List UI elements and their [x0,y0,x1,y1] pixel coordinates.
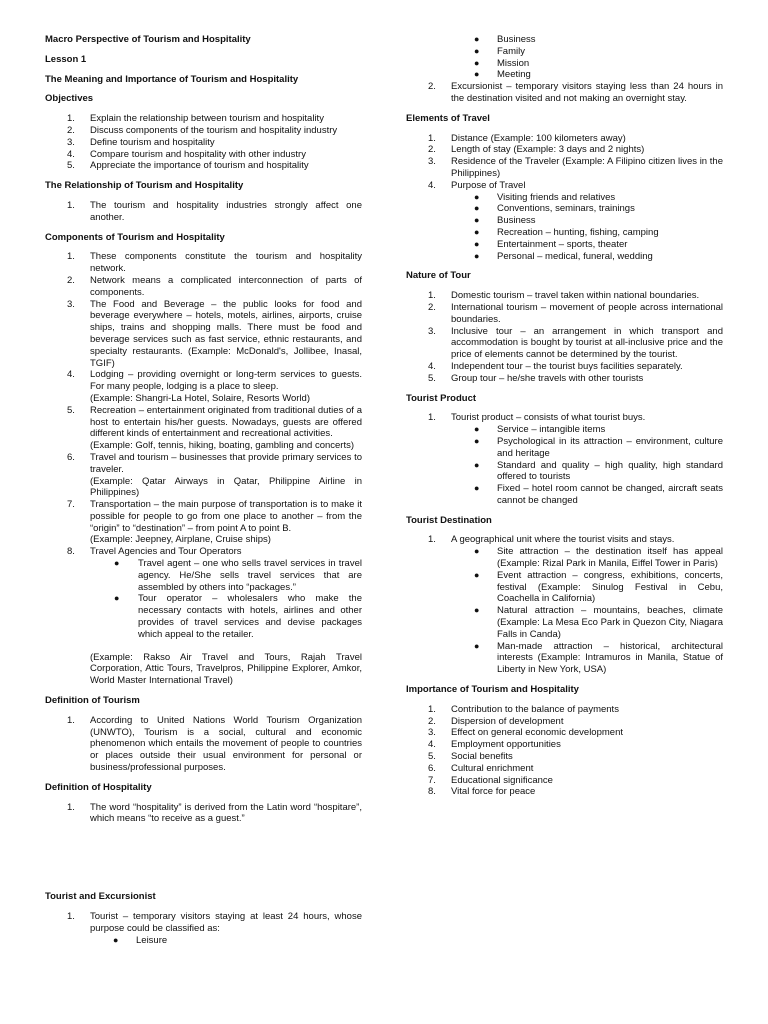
bullet-item: ● Visiting friends and relatives [474,191,616,203]
bullet-item: ● Tour operator – wholesalers who make the necessary contacts with hotels, airlines and other provides of travel services and devise packages which appeal to the retailer. [114,593,362,640]
list-item: 1. A geographical unit where the tourist visits and stays. ● Site attraction – the destination itself has appeal (Example: Rizal Park in Manila, Eiffel Tower in Paris) ● Event attraction – congress, exhibitions, concerts, festival (Example: Sinulog Festival in Cebu, Coachella in California) ● Natural attraction – mountains, beaches, climate (Example: La Mesa Eco Park in Quezon City, Niagara Falls in Canda) ● Man-made attraction – historical, architectural interests (Example: Intramuros in Manila, Statue of Liberty in New York, USA) [406,534,723,676]
section-title-objectives: Objectives [45,93,94,105]
section-title-tourist-excursionist: Tourist and Excursionist [45,891,156,903]
list-item: 3. Effect on general economic development [428,727,623,739]
bullet-item: ● Meeting [474,69,531,81]
list-item: 1. Tourist product – consists of what tourist buys. ● Service – intangible items ● Psychological in its attraction – environment, culture and heritage ● Standard and quality – high quality, high standard offered to tourists ● Fixed – hotel room cannot be changed, aircraft seats cannot be changed [406,412,723,506]
tourist-purpose-bullets [406,34,723,81]
list-item: 4. Independent tour – the tourist buys facilities separately. [428,360,683,372]
section-title-relationship: The Relationship of Tourism and Hospitality [45,180,244,192]
destination-list [406,534,723,676]
elements-list [406,133,723,263]
list-item: 3. Define tourism and hospitality [67,136,215,148]
list-item: 1. Tourist – temporary visitors staying at least 24 hours, whose purpose could be classified as: ● Leisure [45,911,362,946]
list-item: 1. These components constitute the tourism and hospitality network. [67,251,362,275]
bullet-item: ● Man-made attraction – historical, architectural interests (Example: Intramuros in Manila, Statue of Liberty in New York, USA) [474,640,723,676]
bullet-item: ● Site attraction – the destination itself has appeal (Example: Rizal Park in Manila, Eiffel Tower in Paris) [474,546,723,570]
list-item: 6. Travel and tourism – businesses that provide primary services to traveler. (Example: Qatar Airways in Qatar, Philippine Airline in Philippines) [67,451,362,499]
list-item: 7. Educational significance [428,774,553,786]
section-title-destination: Tourist Destination [406,514,492,526]
list-item: 4. Lodging – providing overnight or long-term services to guests. For many people, lodging is a place to sleep. (Example: Shangri-La Hotel, Solaire, Resorts World) [67,369,362,404]
list-item: 1. The tourism and hospitality industries strongly affect one another. [67,199,362,223]
relationship-list [45,200,362,224]
bullet-item: ● Leisure [113,934,168,946]
bullet-item: ● Service – intangible items [474,424,606,436]
section-title-nature: Nature of Tour [406,270,471,282]
list-item: 1. Domestic tourism – travel taken within national boundaries. [428,290,700,302]
list-item: 5. Social benefits [428,751,513,763]
components-list [45,251,362,687]
product-list [406,412,723,506]
list-item: 8. Vital force for peace [428,786,536,798]
objectives-list [45,113,362,172]
list-item: 2. Excursionist – temporary visitors staying less than 24 hours in the destination visited and not making an overnight stay. [428,81,723,104]
list-item: 8. Travel Agencies and Tour Operators ● Travel agent – one who sells travel services in travel agency. He/She sells travel services that are assembled by others into “packages.” ● Tour operator – wholesalers who make the necessary contacts with hotels, airlines and other provides of travel services and devise packages which appeal to the retailer. (Example: Rakso Air Travel and Tours, Rajah Travel Corporation, Attic Tours, Travelpros, Philippine Explorer, Amkor, World Master International Travel) [45,546,362,687]
bullet-item: ● Event attraction – congress, exhibitions, concerts, festival (Example: Sinulog Festival in Cebu, Coachella in California) [474,569,723,605]
bullet-item: ● Conventions, seminars, trainings [474,203,635,215]
document-title: Macro Perspective of Tourism and Hospitality [45,34,251,45]
example-note: (Example: Rakso Air Travel and Tours, Rajah Travel Corporation, Attic Tours, Travelpros, Philippine Explorer, Amkor, World Master International Travel) [90,651,362,687]
nature-list [406,290,723,384]
bullet-list [406,424,723,507]
left-column [45,34,362,946]
list-item: 6. Cultural enrichment [428,762,534,774]
bullet-item: ● Fixed – hotel room cannot be changed, aircraft seats cannot be changed [474,483,723,506]
bullet-item: ● Recreation – hunting, fishing, camping [474,226,659,238]
lesson-subtitle: The Meaning and Importance of Tourism and Hospitality [45,73,299,85]
section-title-elements: Elements of Travel [406,112,490,124]
bullet-item: ● Business [474,215,536,227]
bullet-item: ● Mission [474,57,530,69]
list-item: 2. Dispersion of development [428,715,564,727]
bullet-item: ● Business [474,34,536,45]
right-column [406,34,723,806]
list-item: 5. Group tour – he/she travels with other tourists [428,372,644,384]
list-item: 3. Residence of the Traveler (Example: A Filipino citizen lives in the Philippines) [428,156,723,179]
excursionist-list [406,81,723,105]
section-title-def-hospitality: Definition of Hospitality [45,781,152,793]
list-item: 1. Contribution to the balance of payments [428,703,619,715]
bullet-item: ● Personal – medical, funeral, wedding [474,250,653,262]
list-item: 5. Recreation – entertainment originated from traditional duties of a host to entertain his/her guests. Nowadays, guests are offered different kinds of entertainment and recreational activities. (Example: Golf, tennis, hiking, boating, gambling and concerts) [67,404,362,452]
bullet-item: ● Natural attraction – mountains, beaches, climate (Example: La Mesa Eco Park in Quezon City, Niagara Falls in Canda) [474,605,723,640]
list-item: 2. Length of stay (Example: 3 days and 2 nights) [428,144,645,156]
section-title-def-tourism: Definition of Tourism [45,695,140,707]
bullet-item: ● Family [474,45,525,57]
tourist-list [45,911,362,946]
list-item: 2. Discuss components of the tourism and hospitality industry [67,124,338,136]
section-title-importance: Importance of Tourism and Hospitality [406,684,579,696]
lesson-label: Lesson 1 [45,53,87,65]
list-item: 1. The word “hospitality” is derived from the Latin word “hospitare”, which means “to receive as a guest.” [67,801,362,825]
bullet-list [406,546,723,676]
bullet-item: ● Standard and quality – high quality, high standard offered to tourists [474,459,723,483]
list-item: 3. Inclusive tour – an arrangement in which transport and accommodation is bought by tourist at all-inclusive price and the price of elements cannot be determined by the tourist. [428,325,723,361]
bullet-list [45,935,362,947]
list-item: 4. Employment opportunities [428,739,561,751]
list-item: 7. Transportation – the main purpose of transportation is to make it possible for people to go from one place to another – from the “origin” to “destination” – from point A to point B. (Example: Jeepney, Airplane, Cruise ships) [67,499,362,546]
section-title-product: Tourist Product [406,392,477,404]
list-item: 4. Purpose of Travel ● Visiting friends and relatives ● Conventions, seminars, trainings ● Business ● Recreation – hunting, fishing, camping ● Entertainment – sports, theater ● Personal – medical, funeral, wedding [406,180,723,263]
def-hospitality-list [45,802,362,826]
list-item: 1. Distance (Example: 100 kilometers away) [428,132,626,144]
bullet-list [406,192,723,263]
list-item: 1. According to United Nations World Tourism Organization (UNWTO), Tourism is a social, cultural and economic phenomenon which entails the movement of people to countries or places outside their usual environment for personal or business/professional purposes. [67,714,362,774]
importance-list [406,704,723,798]
def-tourism-list [45,715,362,774]
bullet-item: ● Travel agent – one who sells travel services in travel agency. He/She sells travel services that are assembled by others into “packages.” [114,558,362,593]
list-item: 3. The Food and Beverage – the public looks for food and beverage everywhere – hotels, motels, airlines, airports, cruise ships, trains and shopping malls. There must be food and beverage services such as fast service, ethnic restaurants, and specialty restaurants. (Example: McDonald's, Jollibee, Inasal, TGIF) [67,298,362,369]
list-item: 2. International tourism – movement of people across international boundaries. [428,301,723,325]
list-item: 4. Compare tourism and hospitality with other industry [67,148,306,160]
bullet-item: ● Entertainment – sports, theater [474,238,628,250]
list-item: 2. Network means a complicated interconnection of parts of components. [67,274,362,298]
list-item: 1. Explain the relationship between tourism and hospitality [67,113,324,125]
list-item: 5. Appreciate the importance of tourism and hospitality [67,160,309,172]
bullet-item: ● Psychological in its attraction – environment, culture and heritage [474,435,723,459]
bullet-list [45,558,362,641]
section-title-components: Components of Tourism and Hospitality [45,231,225,243]
